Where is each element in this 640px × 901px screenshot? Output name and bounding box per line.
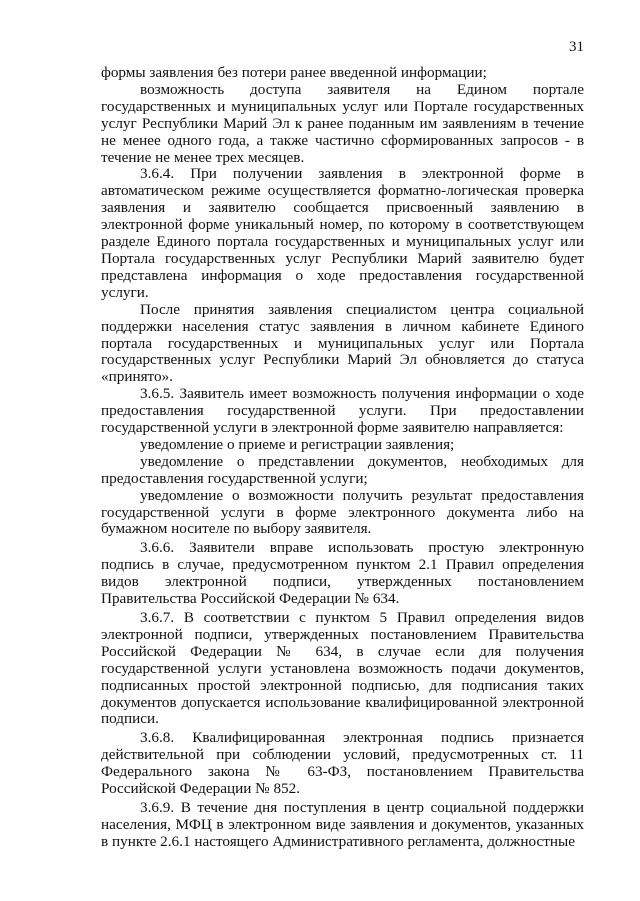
paragraph-status-accepted: После принятия заявления специалистом центра социальной поддержки населения статус заявления в личном кабинете Единого портала государственных и муниципальных услуг или Портала государственных услуг Республики Марий Эл обновляется до статуса «принято». xyxy=(101,300,584,386)
paragraph-3-6-8: 3.6.8. Квалифицированная электронная подпись признается действительной при соблюдении условий, предусмотренных ст. 11 Федерального закона № 63-ФЗ, постановлением Правительства Российской Федерации № 852. xyxy=(101,729,584,798)
paragraph-3-6-6: 3.6.6. Заявители вправе использовать простую электронную подпись в случае, предусмотренном пунктом 2.1 Правил определения видов электронной подписи, утвержденных постановлением Правительства Российской Федерации № 634. xyxy=(101,539,584,608)
paragraph-form-data-retention: формы заявления без потери ранее введенной информации; xyxy=(101,64,487,81)
paragraph-notice-result: уведомление о возможности получить результат предоставления государственной услуги в форме электронного документа либо на бумажном носителе по выбору заявителя. xyxy=(101,486,584,538)
paragraph-3-6-5: 3.6.5. Заявитель имеет возможность получения информации о ходе предоставления государственной услуги. При предоставлении государственной услуги в электронной форме заявителю направляется: xyxy=(101,385,584,437)
paragraph-3-6-7: 3.6.7. В соответствии с пунктом 5 Правил определения видов электронной подписи, утвержденных постановлением Правительства Российской Федерации № 634, в случае если для получения государственной услуги установлена возможность подачи документов, подписанных простой электронной подписью, для подписания таких документов допускается использование квалифицированной электронной подписи. xyxy=(101,609,584,728)
document-body xyxy=(101,65,584,851)
paragraph-notice-receipt: уведомление о приеме и регистрации заявления; xyxy=(140,435,455,453)
paragraph-3-6-9: 3.6.9. В течение дня поступления в центр социальной поддержки населения, МФЦ в электронном виде заявления и документов, указанных в пункте 2.6.1 настоящего Административного регламента, должностные xyxy=(101,798,584,850)
paragraph-3-6-4: 3.6.4. При получении заявления в электронной форме в автоматическом режиме осуществляется форматно-логическая проверка заявления и заявителю сообщается присвоенный заявлению в электронной форме уникальный номер, по которому в соответствующем разделе Единого портала государственных и муниципальных услуг или Портала государственных услуг Республики Марий заявителю будет представлена информация о ходе предоставления государственной услуги. xyxy=(101,165,584,301)
paragraph-notice-documents: уведомление о представлении документов, необходимых для предоставления государственной услуги; xyxy=(101,452,584,487)
paragraph-access-to-applications: возможность доступа заявителя на Едином портале государственных и муниципальных услуг или Портале государственных услуг Республики Марий Эл к ранее поданным им заявлениям в течение не менее одного года, а также частично сформированных запросов - в течение не менее трех месяцев. xyxy=(101,80,584,166)
page-number: 31 xyxy=(569,39,584,55)
